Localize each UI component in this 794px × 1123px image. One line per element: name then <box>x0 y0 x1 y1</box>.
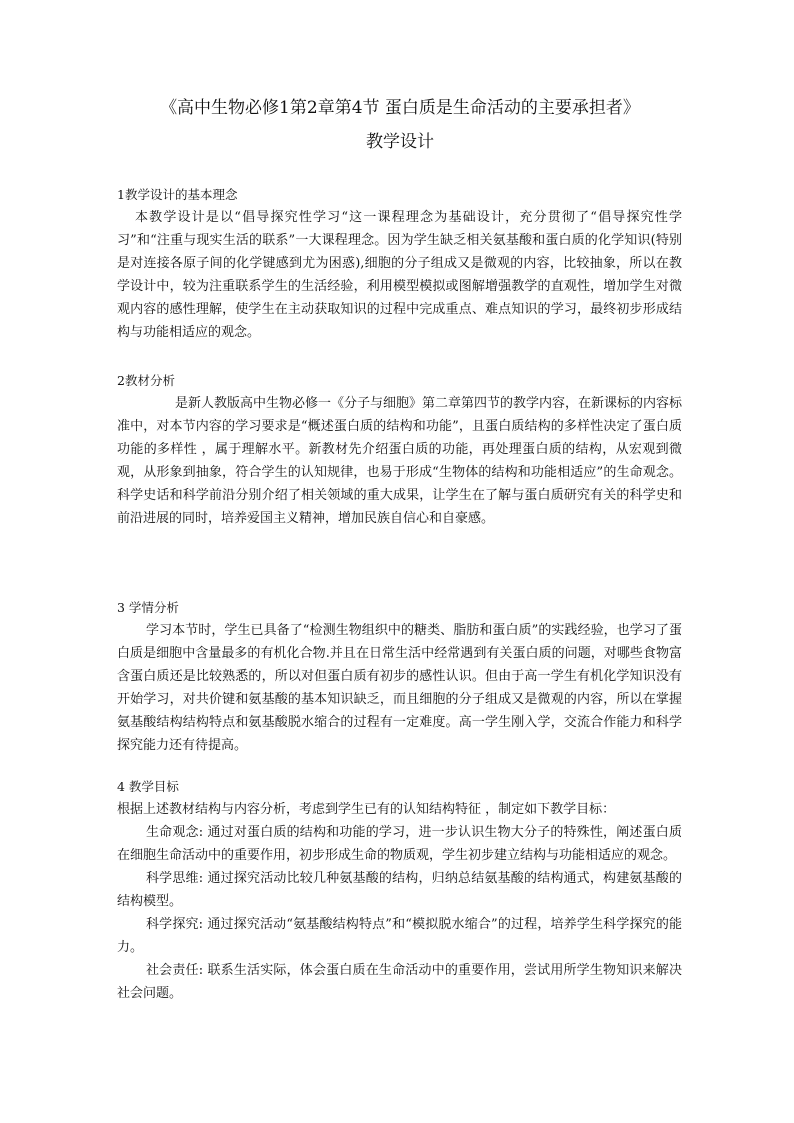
section-heading: 4 教学目标 <box>117 779 179 794</box>
section-heading: 3 学情分析 <box>117 600 179 615</box>
objective-social-responsibility: 社会责任: 联系生活实际，体会蛋白质在生命活动中的重要作用，尝试用所学生物知识来解决社会问题。 <box>117 963 682 1001</box>
section-student-analysis <box>117 596 682 757</box>
section-teaching-philosophy <box>117 183 682 344</box>
objective-scientific-inquiry: 科学探究: 通过探究活动“氨基酸结构特点”和“模拟脱水缩合”的过程，培养学生科学探究的能力。 <box>117 917 682 955</box>
objectives-intro: 根据上述教材结构与内容分析，考虑到学生已有的认知结构特征 ，制定如下教学目标： <box>117 802 616 817</box>
section-heading: 1教学设计的基本理念 <box>117 187 238 202</box>
document-title: 《高中生物必修1第2章第4节 蛋白质是生命活动的主要承担者》 <box>160 98 640 118</box>
paragraph: 本教学设计是以“倡导探究性学习“这一课程理念为基础设计，充分贯彻了“倡导探究性学习”和“注重与现实生活的联系”一大课程理念。因为学生缺乏相关氨基酸和蛋白质的化学知识(特别是对连接各原子间的化学键感到尤为困惑),细胞的分子组成又是微观的内容，比较抽象，所以在教学设计中，较为注重联系学生的生活经验，利用模型模拟或图解增强教学的直观性，增加学生对微观内容的感性理解，使学生在主动获取知识的过程中完成重点、难点知识的学习，最终初步形成结构与功能相适应的观念。 <box>117 210 682 340</box>
document-subtitle: 教学设计 <box>366 132 434 152</box>
section-heading: 2教材分析 <box>117 373 175 388</box>
section-textbook-analysis <box>117 369 682 530</box>
section-teaching-objectives <box>117 775 682 1005</box>
paragraph: 是新人教版高中生物必修一《分子与细胞》第二章第四节的教学内容，在新课标的内容标准中，对本节内容的学习要求是“概述蛋白质的结构和功能”，且蛋白质结构的多样性决定了蛋白质功能的多样性 ，属于理解水平。新教材先介绍蛋白质的功能，再处理蛋白质的结构，从宏观到微观，从形象到抽象，符合学生的认知规律，也易于形成“生物体的结构和功能相适应”的生命观念。科学史话和科学前沿分别介绍了相关领域的重大成果，让学生在了解与蛋白质研究有关的科学史和前沿进展的同时，培养爱国主义精神，增加民族自信心和自豪感。 <box>117 396 683 526</box>
paragraph: 学习本节时，学生已具备了“检测生物组织中的糖类、脂肪和蛋白质”的实践经验，也学习了蛋白质是细胞中含量最多的有机化合物.并且在日常生活中经常遇到有关蛋白质的问题，对哪些食物富含蛋白质还是比较熟悉的，所以对但蛋白质有初步的感性认识。但由于高一学生有机化学知识没有开始学习，对共价键和氨基酸的基本知识缺乏，而且细胞的分子组成又是微观的内容，所以在掌握氨基酸结构结构特点和氨基酸脱水缩合的过程有一定难度。高一学生刚入学，交流合作能力和科学探究能力还有待提高。 <box>117 623 682 753</box>
objective-scientific-thinking: 科学思维: 通过探究活动比较几种氨基酸的结构，归纳总结氨基酸的结构通式，构建氨基酸的结构模型。 <box>117 871 682 909</box>
objective-life-concept: 生命观念: 通过对蛋白质的结构和功能的学习，进一步认识生物大分子的特殊性，阐述蛋白质在细胞生命活动中的重要作用，初步形成生命的物质观，学生初步建立结构与功能相适应的观念。 <box>117 825 682 863</box>
